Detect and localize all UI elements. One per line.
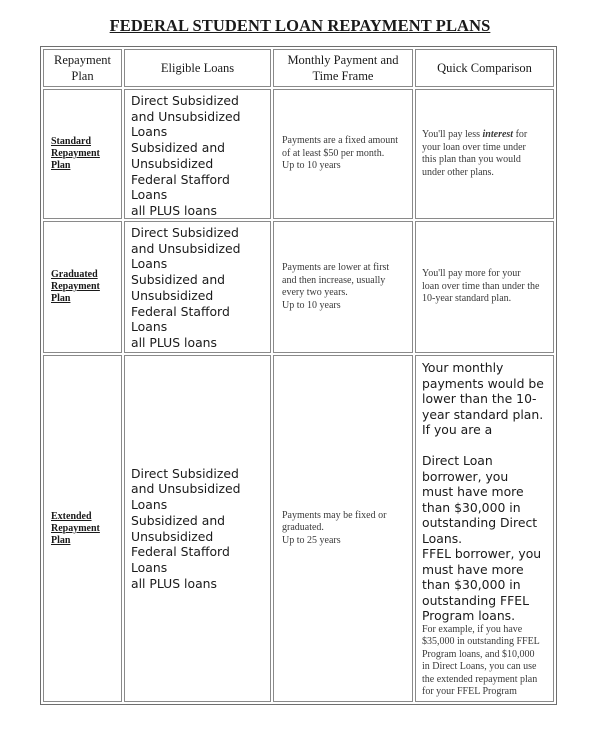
comparison-graduated	[415, 221, 554, 353]
comparison-line: must have more	[422, 484, 524, 499]
eligible-loans-standard	[124, 89, 271, 219]
comparison-line: this plan than you would	[422, 154, 521, 165]
loan-line: Direct Subsidized	[131, 93, 239, 108]
loan-line: Unsubsidized	[131, 155, 214, 171]
plan-name-line: Plan	[51, 534, 71, 546]
header-line: Quick Comparison	[437, 61, 532, 75]
comparison-line: payments would be	[422, 375, 544, 391]
payment-graduated	[273, 221, 413, 353]
loan-line: Loans	[131, 559, 168, 575]
comparison-standard	[415, 89, 554, 219]
loan-line: Loans	[131, 497, 168, 513]
comparison-line: If you are a	[422, 422, 493, 437]
comparison-text: You'll pay less	[422, 129, 483, 140]
comparison-line: Your monthly	[422, 360, 504, 375]
header-line: Eligible Loans	[160, 61, 235, 75]
comparison-line: your loan over time under	[422, 141, 526, 153]
comparison-line: FFEL borrower, you	[422, 546, 542, 561]
comparison-line	[422, 129, 527, 142]
header-line: Repayment	[54, 53, 111, 67]
loan-line: and Unsubsidized	[131, 481, 241, 497]
loan-line: Unsubsidized	[131, 528, 214, 544]
comparison-text: for	[513, 129, 528, 140]
loan-line: all PLUS loans	[131, 334, 217, 350]
payment-line: Up to 10 years	[282, 299, 341, 311]
loan-line: Federal Stafford	[131, 171, 230, 187]
header-line: Monthly Payment and	[287, 53, 399, 67]
blank-line	[422, 438, 553, 454]
payment-line: and then increase, usually	[282, 274, 386, 286]
loan-line: all PLUS loans	[131, 202, 217, 218]
payment-line: Payments may be fixed or	[282, 509, 387, 521]
plan-name-line: Extended	[51, 510, 92, 522]
plan-name-extended	[43, 355, 122, 702]
loan-line: Loans	[131, 124, 168, 140]
payment-extended	[273, 355, 413, 702]
comparison-line: Direct Loan	[422, 453, 493, 468]
comparison-line: outstanding Direct	[422, 515, 538, 530]
plan-name-line: Repayment	[51, 522, 100, 534]
comparison-line: outstanding FFEL	[422, 592, 530, 608]
loan-line: Subsidized and	[131, 140, 226, 156]
header-eligible-loans	[124, 49, 271, 87]
loan-line: Federal Stafford	[131, 303, 230, 319]
payment-line: of at least $50 per month.	[282, 147, 385, 159]
page-title: FEDERAL STUDENT LOAN REPAYMENT PLANS	[109, 16, 491, 35]
comparison-line: loan over time than under the	[422, 280, 540, 292]
loan-line: Subsidized and	[131, 272, 226, 288]
comparison-line: You'll pay more for your	[422, 268, 521, 280]
example-line: $35,000 in outstanding FFEL	[422, 636, 540, 647]
plan-name-line: Graduated	[51, 269, 98, 280]
loan-line: Federal Stafford	[131, 544, 230, 560]
header-line: Plan	[71, 69, 94, 83]
header-quick-comparison	[415, 49, 554, 87]
plan-name-line: Standard	[51, 136, 92, 147]
plan-name-line: Plan	[51, 293, 71, 304]
comparison-line: must have more	[422, 561, 524, 577]
comparison-line: Program loans.	[422, 608, 516, 623]
loan-line: Direct Subsidized	[131, 225, 239, 240]
header-monthly-payment	[273, 49, 413, 87]
payment-line: Payments are lower at first	[282, 262, 390, 273]
header-repayment-plan	[43, 49, 122, 87]
comparison-line: than $30,000 in	[422, 577, 521, 592]
comparison-extended	[415, 355, 554, 702]
example-line: Program loans, and $10,000	[422, 648, 535, 660]
loan-line: Unsubsidized	[131, 287, 214, 303]
loan-line: Subsidized and	[131, 512, 226, 528]
example-line: in Direct Loans, you can use	[422, 661, 537, 672]
header-line: Time Frame	[312, 69, 374, 83]
plan-name-standard	[43, 89, 122, 219]
plan-name-line: Repayment	[51, 148, 100, 159]
loan-line: Loans	[131, 187, 168, 203]
payment-line: Payments are a fixed amount	[282, 135, 399, 147]
interest-keyword: interest	[482, 129, 514, 140]
example-line: for your FFEL Program	[422, 686, 517, 697]
eligible-loans-extended	[124, 355, 271, 702]
comparison-line: year standard plan.	[422, 406, 544, 422]
loan-line: Loans	[131, 256, 168, 272]
payment-standard	[273, 89, 413, 219]
loan-line: and Unsubsidized	[131, 240, 241, 256]
plan-name-line: Plan	[51, 160, 71, 171]
loan-line: Direct Subsidized	[131, 465, 239, 481]
eligible-loans-graduated	[124, 221, 271, 353]
payment-line: every two years.	[282, 287, 348, 298]
example-line: the extended repayment plan	[422, 673, 538, 685]
repayment-plans-table	[40, 46, 557, 705]
comparison-line: than $30,000 in	[422, 499, 521, 515]
comparison-line: Loans.	[422, 530, 463, 546]
loan-line: Loans	[131, 319, 168, 335]
comparison-line: lower than the 10-	[422, 391, 537, 406]
example-line: For example, if you have	[422, 623, 523, 635]
comparison-line: under other plans.	[422, 166, 494, 178]
payment-line: graduated.	[282, 522, 324, 534]
comparison-line: borrower, you	[422, 468, 509, 484]
payment-line: Up to 10 years	[282, 160, 341, 172]
comparison-line: 10-year standard plan.	[422, 293, 512, 305]
plan-name-line: Repayment	[51, 281, 100, 292]
loan-line: all PLUS loans	[131, 575, 217, 591]
loan-line: and Unsubsidized	[131, 108, 241, 124]
plan-name-graduated	[43, 221, 122, 353]
payment-line: Up to 25 years	[282, 534, 341, 546]
